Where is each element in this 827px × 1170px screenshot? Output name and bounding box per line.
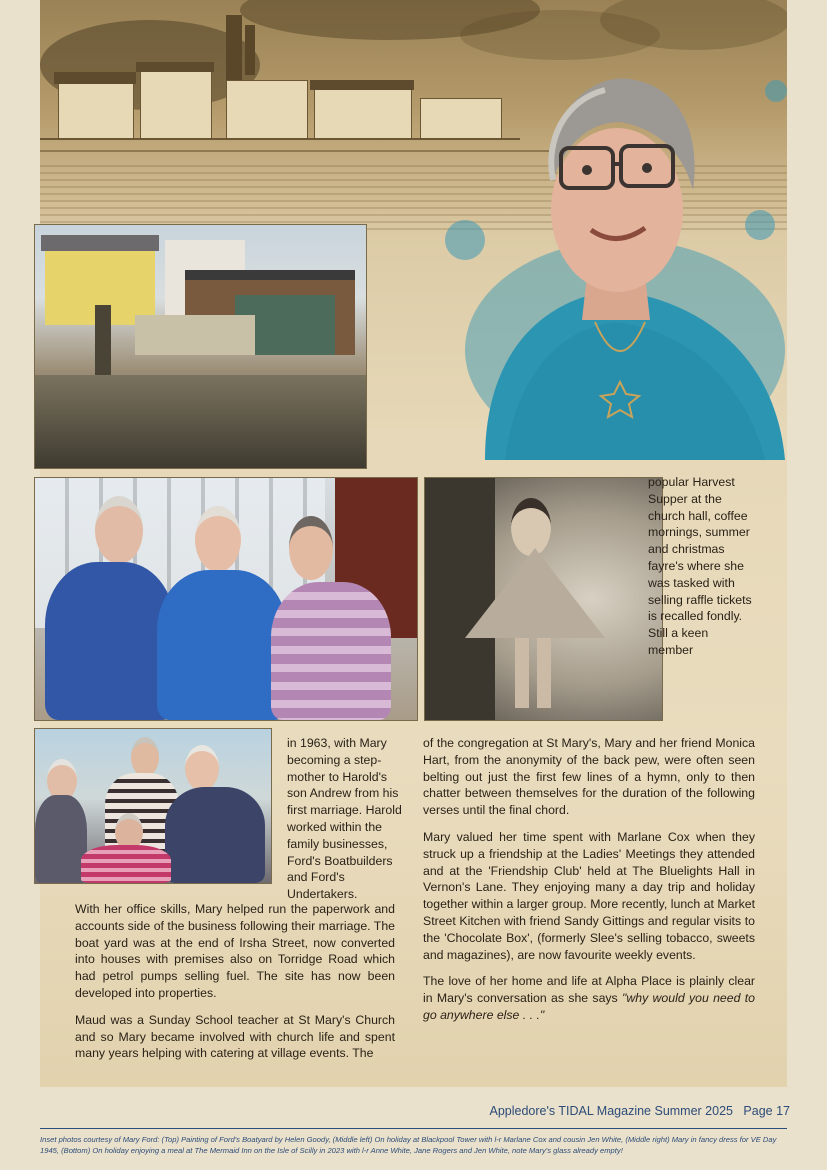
magazine-title: Appledore's TIDAL Magazine Summer 2025: [489, 1104, 733, 1118]
article-text-narrow-column: popular Harvest Supper at the church hall, coffee mornings, summer and christmas fayre's where she was tasked with selling raffle tickets is recalled fondly. Still a keen member: [648, 475, 752, 657]
scilly-mermaid-inn-photo: [34, 728, 272, 884]
quote: "why would you need to go anywhere else . . .": [423, 991, 755, 1022]
footer-divider: [40, 1128, 787, 1129]
portrait-of-mary: [445, 60, 787, 460]
paragraph: Maud was a Sunday School teacher at St Mary's Church and so Mary became involved with church life and spent many years helping with catering at village events. The: [75, 1012, 395, 1061]
ve-day-fancy-dress-photo: [424, 477, 663, 721]
paragraph-lead: The love of her home and life at Alpha Place is plainly clear in Mary's conversation as she says: [423, 974, 755, 1006]
paragraph: Mary valued her time spent with Marlane Cox when they struck up a friendship at the Ladies' Meetings they attended and at the 'Friendship Club' held at The Bluelights Hall in Vernon's Lane. They enjoying many a day trip and holiday together within a larger group. More recently, lunch at Market Street Kitchen with friend Sandy Gittings and regular visits to the 'Chocolate Box', (formerly Slee's selling tobacco, sweets and magazines), are now favourite weekly events.: [423, 829, 755, 962]
page-footer: [420, 1104, 790, 1118]
page-number: Page 17: [743, 1104, 790, 1118]
paragraph: With her office skills, Mary helped run the paperwork and accounts side of the business following their marriage. The boat yard was at the end of Irsha Street, now converted into houses with premises also on Torridge Road which had petrol pumps selling fuel. The site has now been developed into properties.: [75, 902, 395, 1000]
blackpool-holiday-photo: [34, 477, 418, 721]
article-text-left-column: [75, 901, 395, 1072]
article-text-narrow-column-2: in 1963, with Mary becoming a step-mother to Harold's son Andrew from his first marriage. Harold worked within the family businesses, Ford's Boatbuilders and Ford's Undertakers.: [287, 736, 402, 902]
paragraph: of the congregation at St Mary's, Mary and her friend Monica Hart, from the anonymity of the back pew, were often seen belting out just the first few lines of a hymn, only to then chatter between themselves for the duration of the following verses until the final chord.: [423, 736, 755, 818]
boatyard-painting-photo: [34, 224, 367, 469]
paragraph: [423, 973, 755, 1023]
photo-caption: Inset photos courtesy of Mary Ford: (Top) Painting of Ford's Boatyard by Helen Goody, (Middle left) On holiday at Blackpool Tower with l-r Marlane Cox and cousin Jen White, (Middle right) Mary in fancy dress for VE Day 1945, (Bottom) On holiday enjoying a meal at The Mermaid Inn on the Isle of Scilly in 2023 with l-r Anne White, Jane Rogers and Jen White, note Mary's glass already empty!: [40, 1135, 777, 1155]
article-text-right-column: [423, 735, 755, 1034]
